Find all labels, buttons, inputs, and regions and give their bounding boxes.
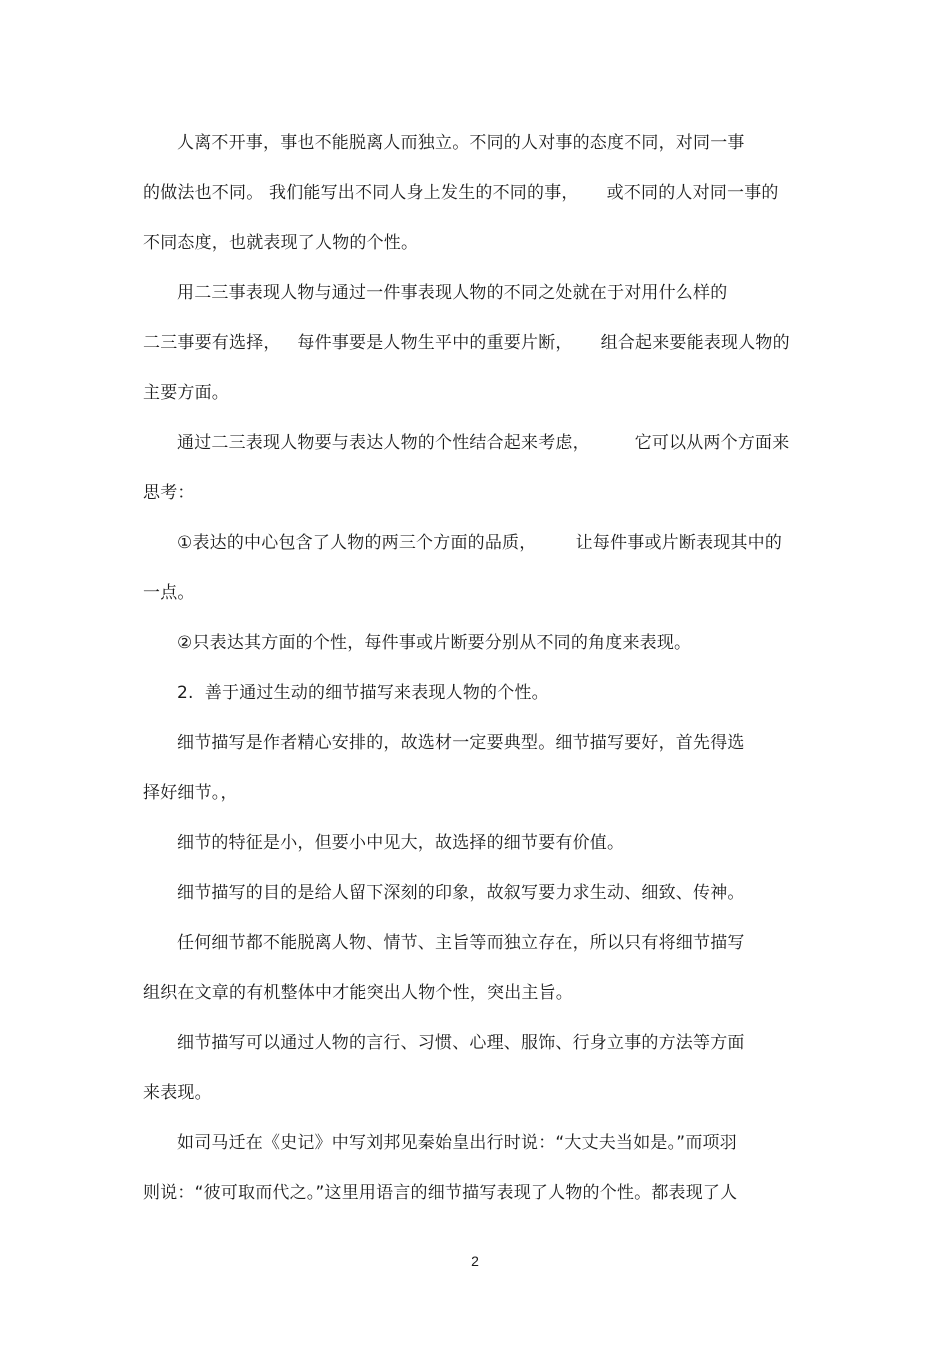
text-line: 二三事要有选择， 每件事要是人物生平中的重要片断， 组合起来要能表现人物的 [143,333,790,353]
text-line: 主要方面。 [143,383,229,403]
text-line: 则说：“彼可取而代之。”这里用语言的细节描写表现了人物的个性。都表现了人 [143,1183,738,1203]
text-line: 一点。 [143,583,195,603]
text-line: 如司马迁在《史记》中写刘邦见秦始皇出行时说：“大丈夫当如是。”而项羽 [177,1133,737,1153]
text-line: 人离不开事，事也不能脱离人而独立。不同的人对事的态度不同，对同一事 [177,133,745,153]
text-line: 择好细节。， [143,783,238,803]
text-line: 思考： [143,483,195,503]
text-line: 的做法也不同。 我们能写出不同人身上发生的不同的事， 或不同的人对同一事的 [143,183,779,203]
text-line: 2. 善于通过生动的细节描写来表现人物的个性。 [177,683,549,703]
text-line: ①表达的中心包含了人物的两三个方面的品质， 让每件事或片断表现其中的 [177,533,783,553]
text-line: 用二三事表现人物与通过一件事表现人物的不同之处就在于对用什么样的 [177,283,728,303]
text-line: 任何细节都不能脱离人物、情节、主旨等而独立存在，所以只有将细节描写 [177,933,745,953]
text-line: 来表现。 [143,1083,212,1103]
text-line: 细节描写可以通过人物的言行、习惯、心理、服饰、行身立事的方法等方面 [177,1033,745,1053]
text-line: 细节描写的目的是给人留下深刻的印象，故叙写要力求生动、细致、传神。 [177,883,745,903]
text-line: 细节描写是作者精心安排的，故选材一定要典型。细节描写要好，首先得选 [177,733,745,753]
text-line: 细节的特征是小，但要小中见大，故选择的细节要有价值。 [177,833,625,853]
text-line: ②只表达其方面的个性，每件事或片断要分别从不同的角度来表现。 [177,633,692,653]
text-line: 不同态度，也就表现了人物的个性。 [143,233,419,253]
text-line: 组织在文章的有机整体中才能突出人物个性，突出主旨。 [143,983,573,1003]
text-line: 通过二三表现人物要与表达人物的个性结合起来考虑， 它可以从两个方面来 [177,433,790,453]
page-number: 2 [471,1253,479,1269]
